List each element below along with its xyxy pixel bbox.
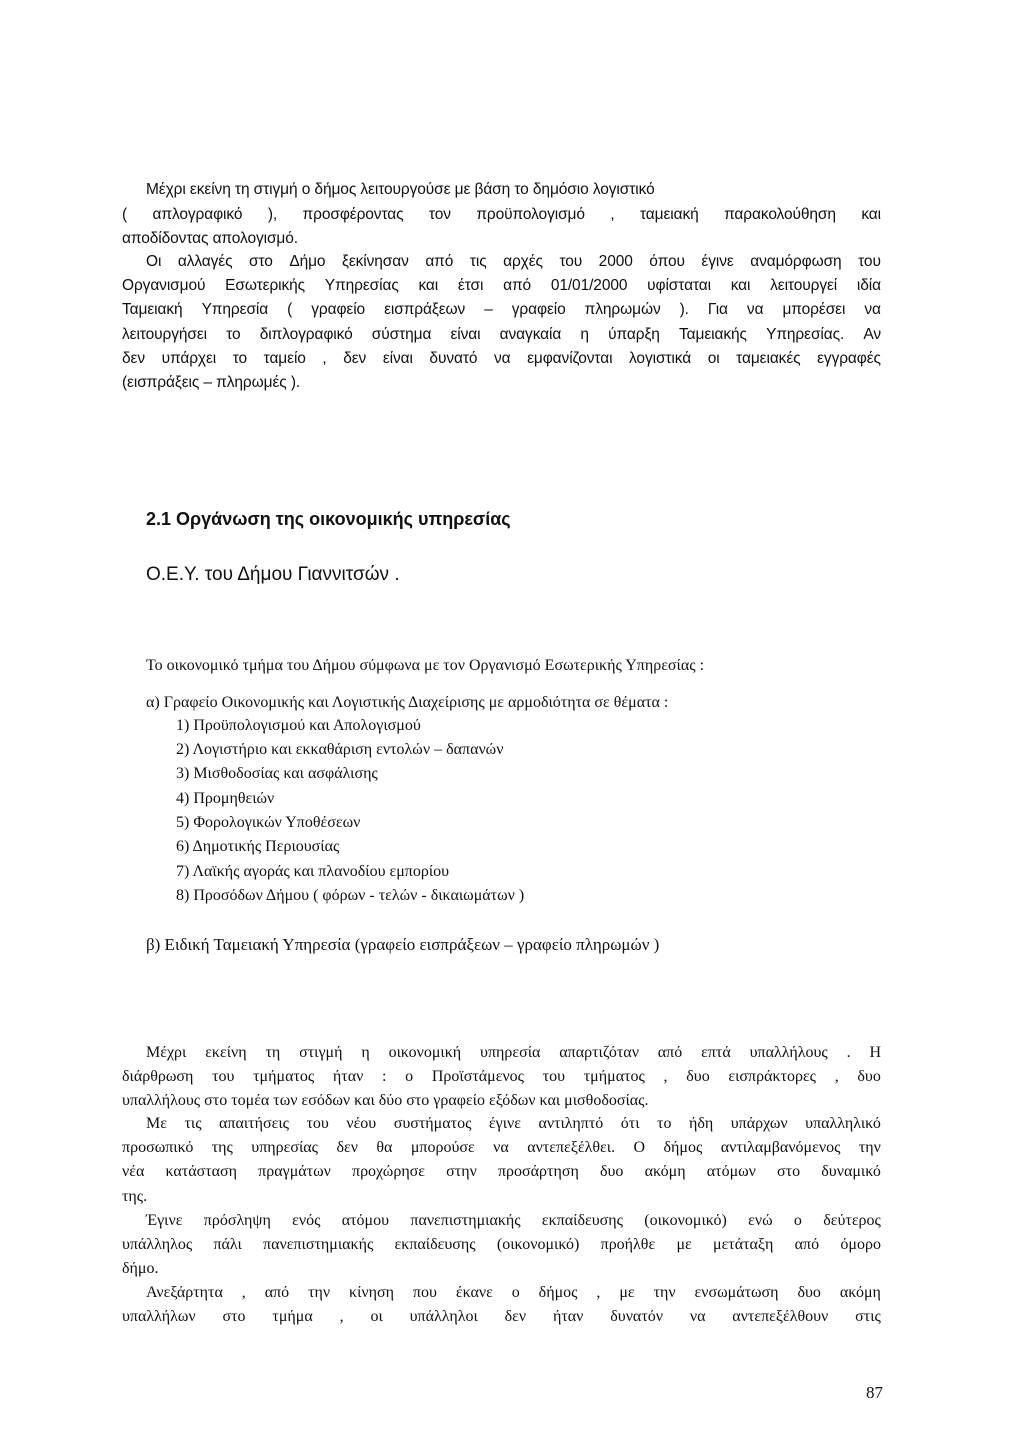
section-subheading: Ο.Ε.Υ. του Δήμου Γιαννιτσών . xyxy=(146,564,400,585)
intro-text: Το οικονομικό τμήμα του Δήμου σύμφωνα με τον Οργανισμό Εσωτερικής Υπηρεσίας : xyxy=(146,657,705,674)
paragraph2-line5: προσωπικό της υπηρεσίας δεν θα μπορούσε να αντεπεξέλθει. Ο δήμος αντιλαμβανόμενος την xyxy=(122,1139,881,1156)
paragraph2-line11: Ανεξάρτητα , από την κίνηση που έκανε ο δήμος , με την ενσωμάτωση δυο ακόμη xyxy=(146,1284,881,1301)
paragraph1-line8: δεν υπάρχει το ταμείο , δεν είναι δυνατό να εμφανίζονται λογιστικά οι ταμειακές εγγραφές xyxy=(122,350,881,367)
office-b-title: β) Ειδική Ταμειακή Υπηρεσία (γραφείο εισπράξεων – γραφείο πληρωμών ) xyxy=(146,935,660,954)
section-heading: 2.1 Οργάνωση της οικονομικής υπηρεσίας xyxy=(146,509,511,529)
office-a-item: 7) Λαϊκής αγοράς και πλανοδίου εμπορίου xyxy=(176,863,450,880)
paragraph2-line4: Με τις απαιτήσεις του νέου συστήματος έγινε αντιληπτό ότι το ήδη υπάρχων υπαλληλικό xyxy=(146,1115,881,1132)
paragraph2-line6: νέα κατάσταση πραγμάτων προχώρησε στην προσάρτηση δυο ακόμη ατόμων στο δυναμικό xyxy=(122,1163,881,1180)
paragraph1-line9: (εισπράξεις – πληρωμές ). xyxy=(122,374,301,391)
paragraph1-line7: λειτουργήσει το διπλογραφικό σύστημα είναι αναγκαία η ύπαρξη Ταμειακής Υπηρεσίας. Αν xyxy=(122,326,881,343)
paragraph2-line12: υπαλλήλων στο τμήμα , οι υπάλληλοι δεν ήταν δυνατόν να αντεπεξέλθουν στις xyxy=(122,1308,881,1325)
office-a-item: 1) Προϋπολογισμού και Απολογισμού xyxy=(176,717,421,734)
paragraph2-line10: δήμο. xyxy=(122,1260,159,1277)
office-a-item: 4) Προμηθειών xyxy=(176,790,275,807)
office-a-title: α) Γραφείο Οικονομικής και Λογιστικής Διαχείρισης με αρμοδιότητα σε θέματα : xyxy=(146,694,669,711)
office-a-item: 2) Λογιστήριο και εκκαθάριση εντολών – δαπανών xyxy=(176,741,504,758)
office-a-item: 6) Δημοτικής Περιουσίας xyxy=(176,838,340,855)
paragraph2-line7: της. xyxy=(122,1188,148,1205)
paragraph1-line3: αποδίδοντας απολογισμό. xyxy=(122,230,298,247)
paragraph1-line6: Ταμειακή Υπηρεσία ( γραφείο εισπράξεων – γραφείο πληρωμών ). Για να μπορέσει να xyxy=(122,301,881,318)
paragraph1-line2: ( απλογραφικό ), προσφέροντας τον προϋπολογισμό , ταμειακή παρακολούθηση και xyxy=(122,206,881,223)
office-a-item: 5) Φορολογικών Υποθέσεων xyxy=(176,814,361,831)
paragraph1-line1: Μέχρι εκείνη τη στιγμή ο δήμος λειτουργούσε με βάση το δημόσιο λογιστικό xyxy=(146,181,655,198)
office-a-item: 3) Μισθοδοσίας και ασφάλισης xyxy=(176,765,378,782)
paragraph1-line4: Οι αλλαγές στο Δήμο ξεκίνησαν από τις αρχές του 2000 όπου έγινε αναμόρφωση του xyxy=(146,253,881,270)
paragraph2-line3: υπαλλήλους στο τομέα των εσόδων και δύο στο γραφείο εξόδων και μισθοδοσίας. xyxy=(122,1092,649,1109)
page-number: 87 xyxy=(866,1383,883,1402)
paragraph2-line8: Έγινε πρόσληψη ενός ατόμου πανεπιστημιακής εκπαίδευσης (οικονομικό) ενώ ο δεύτερος xyxy=(146,1212,881,1229)
paragraph1-line5: Οργανισμού Εσωτερικής Υπηρεσίας και έτσι από 01/01/2000 υφίσταται και λειτουργεί ιδία xyxy=(122,277,881,294)
paragraph2-line1: Μέχρι εκείνη τη στιγμή η οικονομική υπηρεσία απαρτιζόταν από επτά υπαλλήλους . Η xyxy=(146,1044,881,1061)
office-a-item: 8) Προσόδων Δήμου ( φόρων - τελών - δικαιωμάτων ) xyxy=(176,887,525,904)
paragraph2-line9: υπάλληλος πάλι πανεπιστημιακής εκπαίδευσης (οικονομικό) προήλθε με μετάταξη από όμορο xyxy=(122,1236,881,1253)
paragraph2-line2: διάρθρωση του τμήματος ήταν : ο Προϊστάμενος του τμήματος , δυο εισπράκτορες , δυο xyxy=(122,1068,881,1085)
